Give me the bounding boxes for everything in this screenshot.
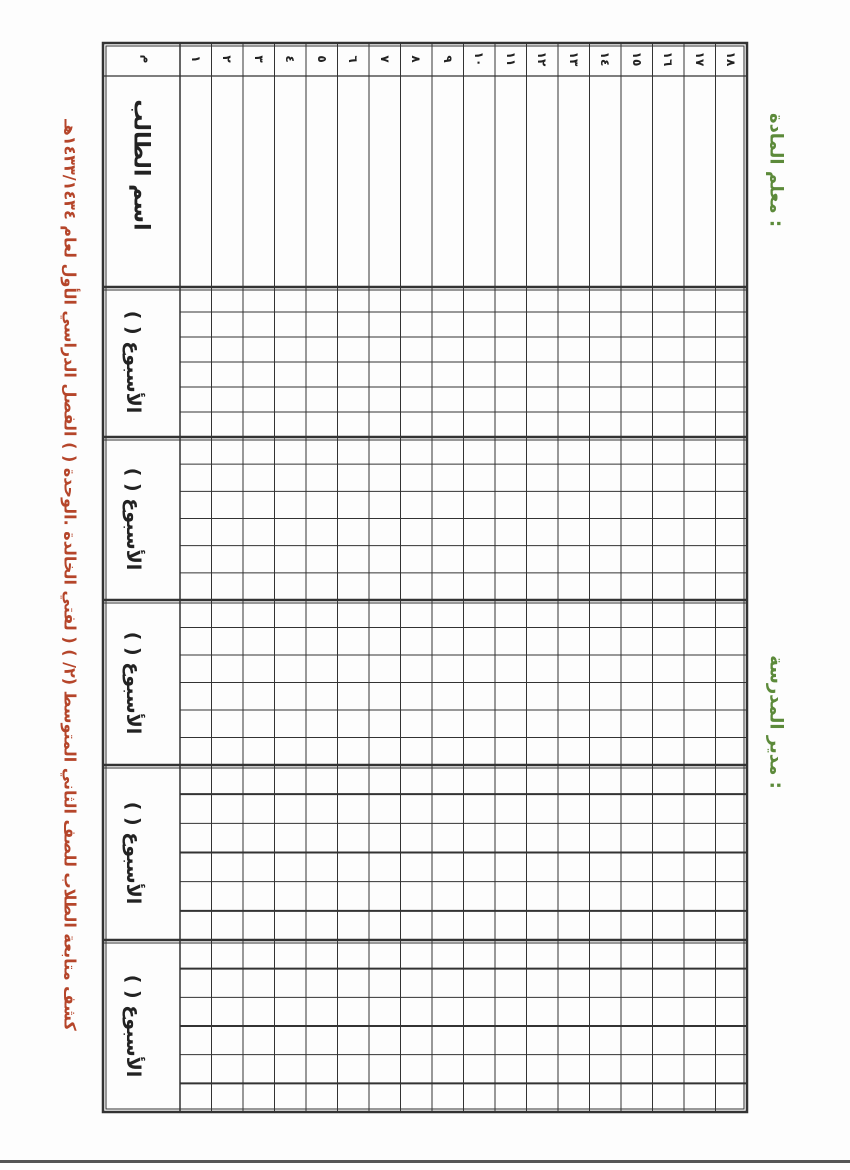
row-number: ١١ [503,51,518,67]
principal-label: مدير المدرسة : [765,655,787,789]
row-number: ٣ [251,55,266,63]
row-number: ١ [188,55,203,63]
week-header: ( ) الأسبوع [122,631,144,734]
row-number: ٥ [314,55,329,63]
page-title: كشف متابعة الطلاب للصف الثاني المتوسط (٢/ ) ( لفتي الخالدة .الوحدة ( ) الفصل الدراسي الأول لعام ١٤٣٣/١٤٣٤هـ [60,119,80,1031]
row-number: ٦ [346,55,361,63]
row-number: ١٦ [661,51,676,67]
week-header: ( ) الأسبوع [122,467,144,570]
bottom-rule [0,1160,850,1163]
row-number: ١٨ [724,51,739,67]
row-number: ٩ [440,55,455,63]
row-number: ٧ [377,55,392,63]
row-number: ١٤ [598,51,613,67]
week-header: ( ) الأسبوع [122,974,144,1078]
row-number: ٢ [220,55,235,63]
week-header: ( ) الأسبوع [122,310,144,414]
index-header: م [140,54,154,64]
teacher-label: معلم المادة : [765,112,787,228]
row-number: ١٥ [629,51,644,67]
row-number: ٨ [409,55,424,63]
row-number: ١٢ [535,51,550,67]
student-name-header: اسم الطالب [128,99,154,231]
row-number: ١٠ [472,51,487,67]
table-border-inner [106,46,744,1109]
row-number: ٤ [283,55,298,63]
table-border [103,43,747,1112]
row-number: ١٣ [566,51,581,67]
week-header: ( ) الأسبوع [122,801,144,904]
row-number: ١٧ [692,51,707,67]
